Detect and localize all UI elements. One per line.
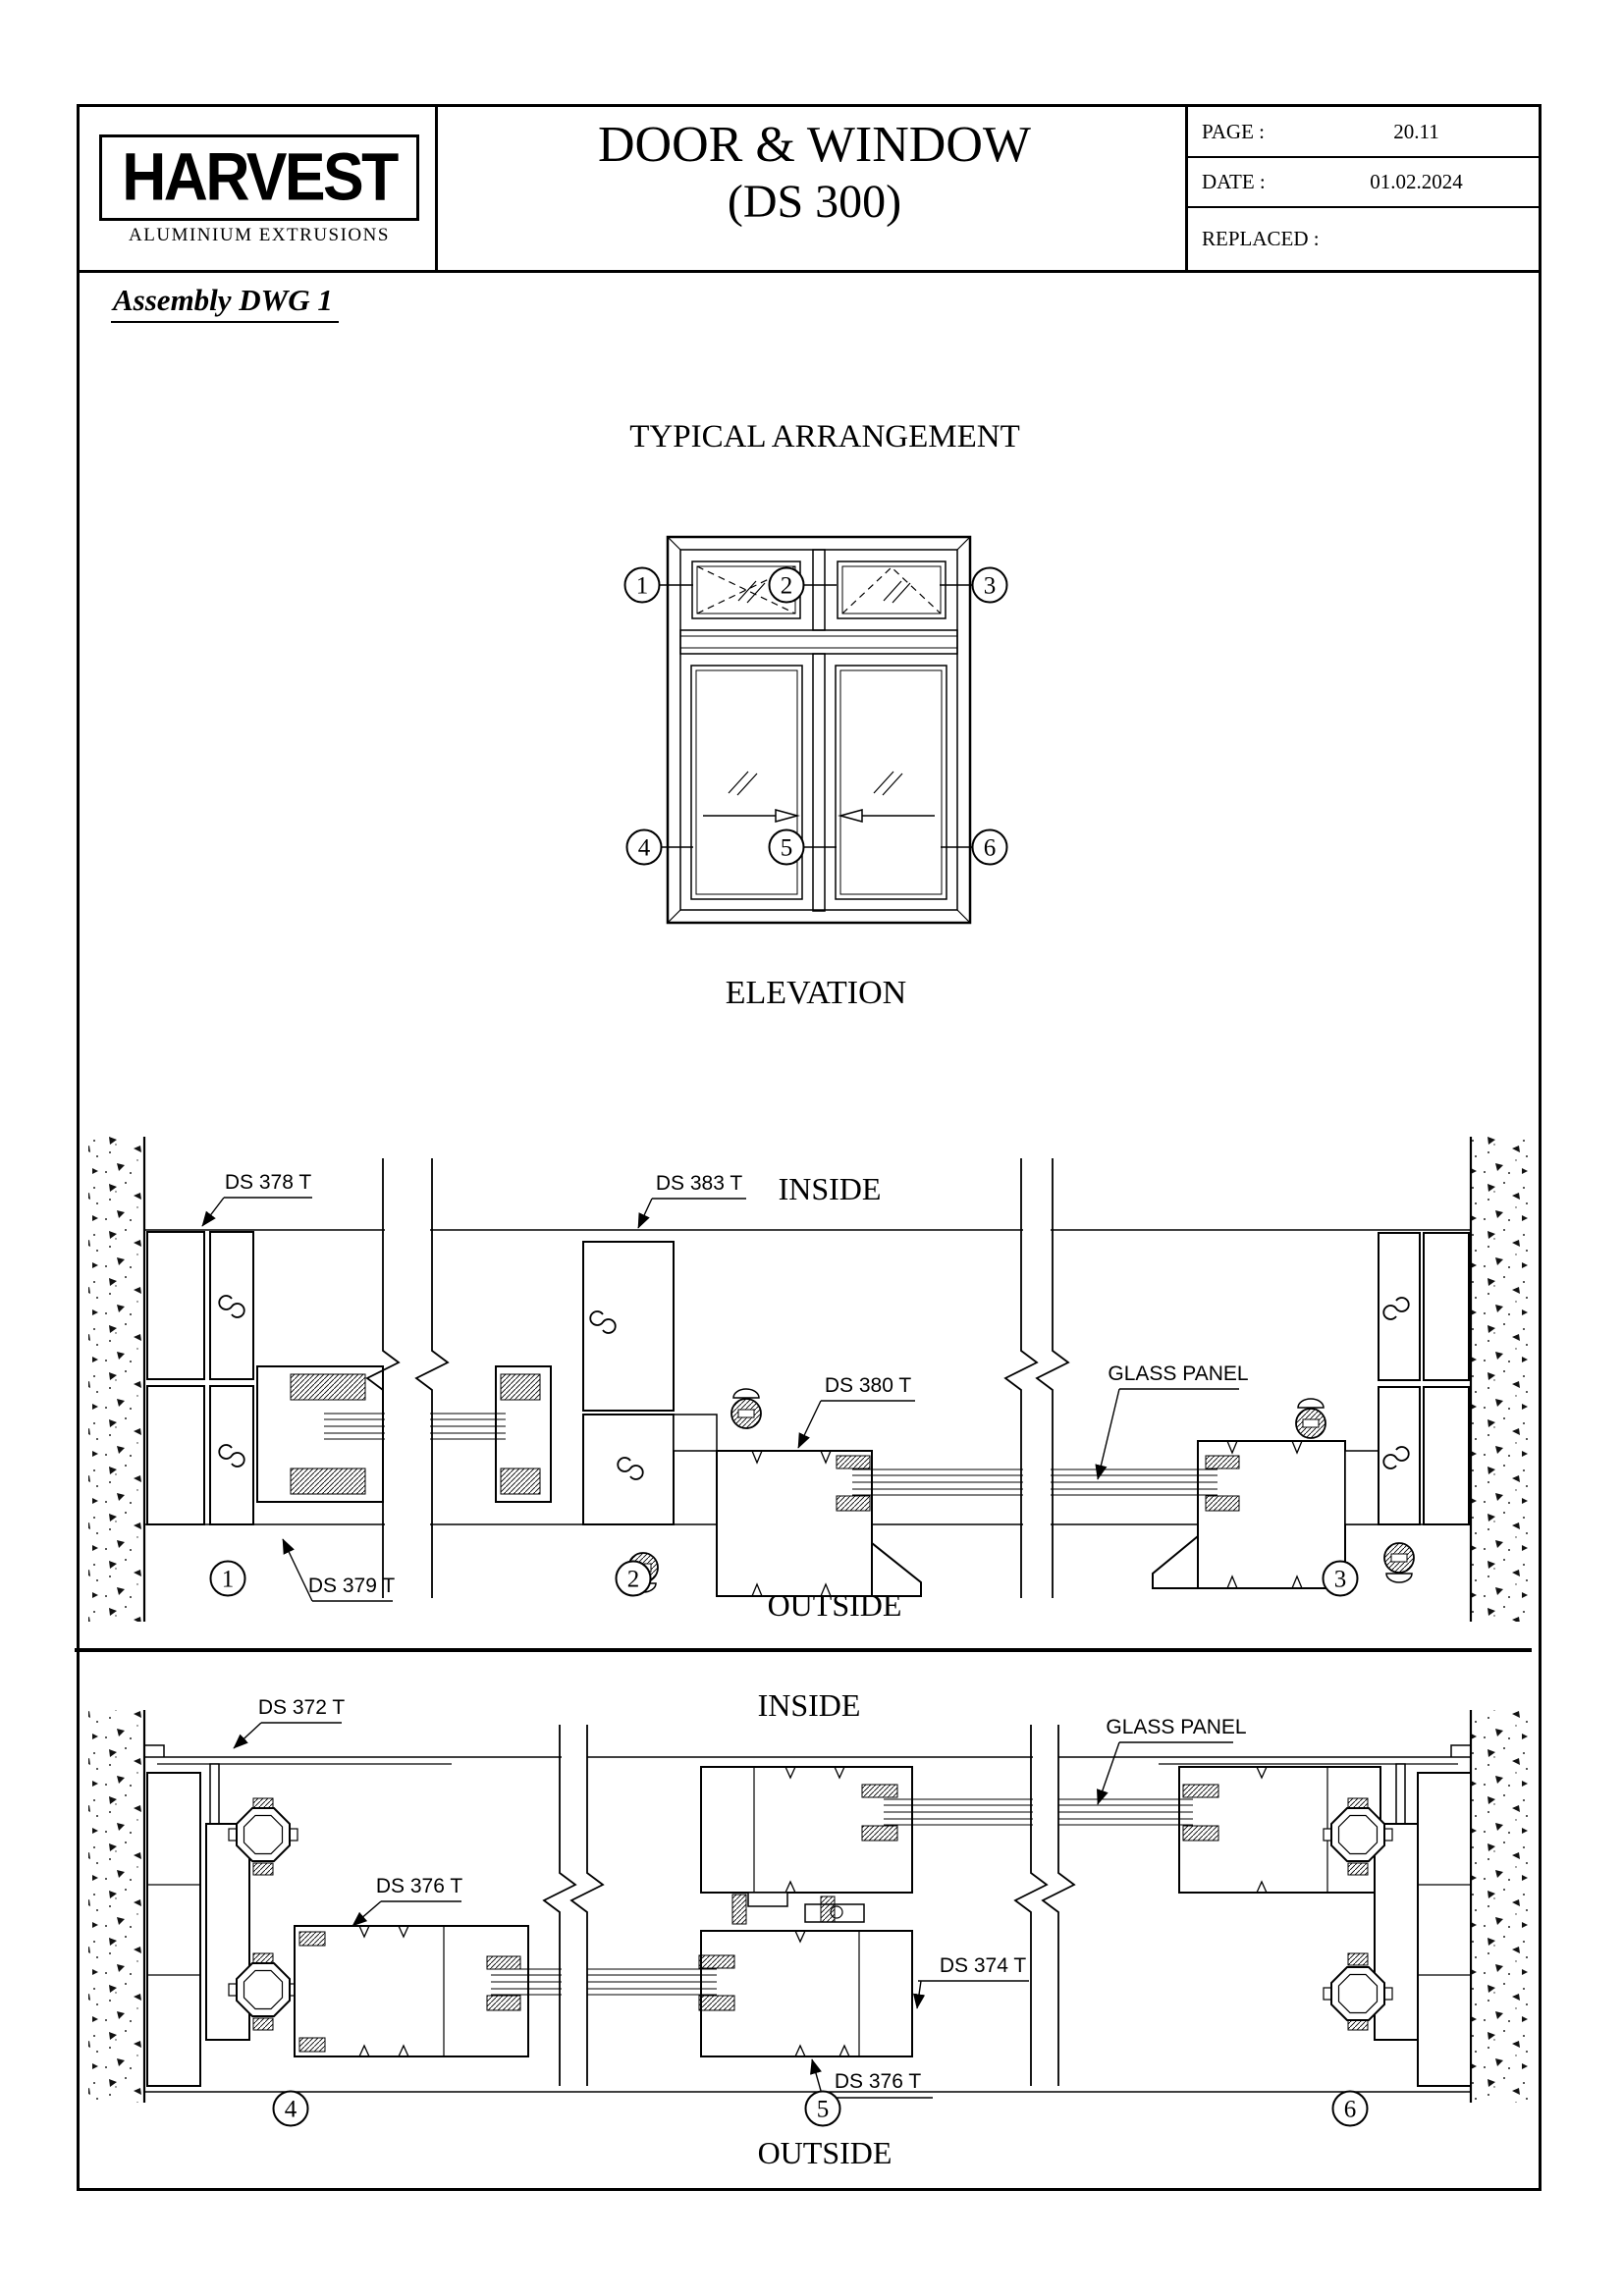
sheet-title-line2: (DS 300) xyxy=(727,176,902,228)
section-row-top xyxy=(88,1137,1528,1623)
section-callout-6 xyxy=(1333,2092,1368,2126)
date-label: DATE : xyxy=(1202,170,1266,193)
sliding-panel-right xyxy=(836,666,947,899)
section-callout-5 xyxy=(806,2092,840,2126)
elevation-drawing xyxy=(625,419,1020,1011)
elevation-caption: ELEVATION xyxy=(725,975,907,1011)
arrangement-title: TYPICAL ARRANGEMENT xyxy=(629,419,1020,454)
outside-label-top: OUTSIDE xyxy=(767,1587,902,1623)
date-value: 01.02.2024 xyxy=(1370,170,1463,193)
inside-label-top: INSIDE xyxy=(778,1171,882,1206)
concrete-wall-right-2 xyxy=(1471,1710,1528,2103)
top-vent-right xyxy=(838,561,946,618)
svg-text:3: 3 xyxy=(1333,1566,1347,1593)
detail-5-profile xyxy=(701,1767,912,2056)
label-ds374: DS 374 T xyxy=(939,1954,1027,1977)
detail-2-profile xyxy=(496,1242,921,1596)
svg-text:2: 2 xyxy=(626,1566,640,1593)
label-ds376-jamb: DS 376 T xyxy=(375,1875,463,1897)
sheet-title-line1: DOOR & WINDOW xyxy=(598,117,1031,173)
callout-5 xyxy=(770,830,804,865)
section-callout-1 xyxy=(211,1562,245,1596)
section-callout-3 xyxy=(1324,1562,1358,1596)
label-ds376-sill: DS 376 T xyxy=(834,2070,922,2093)
elevation-callouts xyxy=(625,568,1007,865)
svg-text:4: 4 xyxy=(284,2096,298,2123)
top-mullion xyxy=(813,550,825,630)
replaced-label: REPLACED : xyxy=(1202,227,1320,250)
inside-label-bottom: INSIDE xyxy=(757,1687,861,1723)
outside-label-bottom: OUTSIDE xyxy=(757,2135,893,2170)
assembly-subtitle: Assembly DWG 1 xyxy=(111,283,339,323)
label-ds380: DS 380 T xyxy=(824,1374,912,1397)
svg-text:3: 3 xyxy=(983,572,997,600)
label-ds378: DS 378 T xyxy=(224,1171,312,1194)
svg-text:5: 5 xyxy=(816,2096,830,2123)
svg-text:1: 1 xyxy=(635,572,649,600)
callout-1 xyxy=(625,568,660,603)
callout-6 xyxy=(973,830,1007,865)
label-ds379: DS 379 T xyxy=(307,1575,396,1597)
svg-text:4: 4 xyxy=(637,834,651,862)
label-ds372: DS 372 T xyxy=(257,1696,346,1719)
svg-text:2: 2 xyxy=(780,572,793,600)
detail-6-profile xyxy=(1179,1745,1471,2086)
concrete-wall-right xyxy=(1471,1137,1528,1622)
window-outer-frame xyxy=(668,537,970,923)
svg-text:6: 6 xyxy=(1343,2096,1357,2123)
center-mullion xyxy=(813,654,825,911)
label-ds383: DS 383 T xyxy=(655,1172,743,1195)
section-callout-2 xyxy=(617,1562,651,1596)
brand-text: HARVEST xyxy=(122,138,400,215)
concrete-wall-left-2 xyxy=(88,1710,144,2103)
callout-3 xyxy=(973,568,1007,603)
transom xyxy=(680,630,957,654)
detail-4-profile xyxy=(144,1745,528,2086)
page-label: PAGE : xyxy=(1202,119,1265,143)
label-glass-panel-bottom: GLASS PANEL xyxy=(1106,1716,1247,1738)
concrete-wall-left xyxy=(88,1137,144,1622)
callout-2 xyxy=(770,568,804,603)
svg-text:1: 1 xyxy=(221,1566,235,1593)
callout-4 xyxy=(627,830,662,865)
section-row-bottom xyxy=(88,1687,1528,2170)
callouts-row-bottom xyxy=(274,2092,1368,2126)
svg-text:6: 6 xyxy=(983,834,997,862)
section-callout-4 xyxy=(274,2092,308,2126)
label-glass-panel-top: GLASS PANEL xyxy=(1108,1362,1249,1385)
svg-text:5: 5 xyxy=(780,834,793,862)
brand-subtitle: ALUMINIUM EXTRUSIONS xyxy=(129,225,390,245)
page-value: 20.11 xyxy=(1393,119,1439,143)
